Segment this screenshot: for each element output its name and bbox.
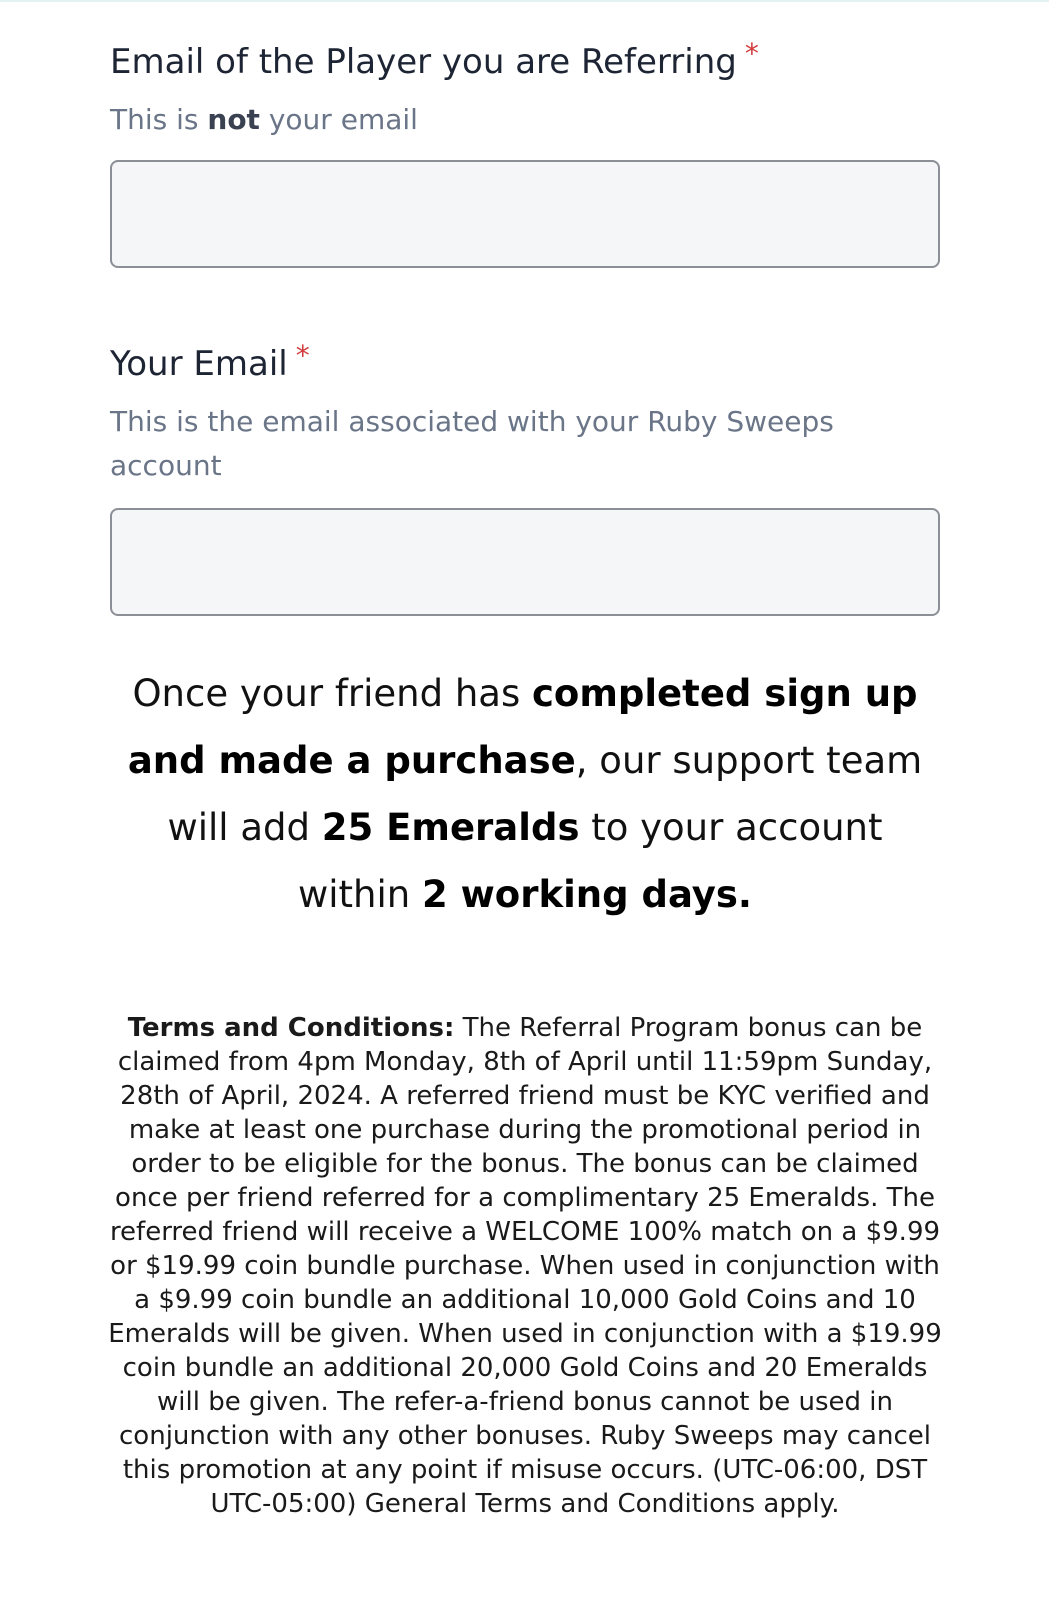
required-asterisk: *	[744, 37, 759, 70]
referred-email-group	[110, 30, 940, 268]
your-email-label	[110, 332, 940, 388]
reward-bold-3: 2 working days.	[422, 873, 752, 916]
referred-email-label	[110, 30, 940, 86]
reward-bold-1: completed sign up and made a purchase	[127, 672, 918, 782]
required-asterisk: *	[295, 339, 310, 372]
referred-email-hint	[110, 98, 940, 142]
reward-bold-2: 25 Emeralds	[321, 806, 580, 849]
terms-heading: Terms and Conditions:	[127, 1013, 455, 1043]
reward-message	[110, 660, 940, 928]
hint-text-pre: This is	[110, 103, 208, 136]
your-email-input[interactable]	[110, 508, 940, 616]
hint-text-emphasis: not	[207, 103, 260, 136]
reward-text-3: to your account within	[298, 806, 883, 916]
referred-email-label-text: Email of the Player you are Referring	[110, 42, 737, 82]
your-email-hint: This is the email associated with your Ruby Sweeps account	[110, 405, 834, 482]
reward-text-1: Once your friend has	[132, 672, 532, 715]
your-email-group	[110, 332, 940, 616]
terms-body: The Referral Program bonus can be claimed from 4pm Monday, 8th of April until 11:59pm Sunday, 28th of April, 2024. A referred friend must be KYC verified and make at least one purchase during the promotional period in order to be eligible for the bonus. The bonus can be claimed once per friend referred for a complimentary 25 Emeralds. The referred friend will receive a WELCOME 100% match on a $9.99 or $19.99 coin bundle purchase. When used in conjunction with a $9.99 coin bundle an additional 10,000 Gold Coins and 10 Emeralds will be given. When used in conjunction with a $19.99 coin bundle an additional 20,000 Gold Coins and 20 Emeralds will be given. The refer-a-friend bonus cannot be used in conjunction with any other bonuses. Ruby Sweeps may cancel this promotion at any point if misuse occurs. (UTC-06:00, DST UTC-05:00) General Terms and Conditions apply.	[108, 1013, 942, 1519]
your-email-label-text: Your Email	[110, 344, 288, 384]
reward-text-2: , our support team will add	[167, 739, 923, 849]
hint-text-post: your email	[259, 103, 418, 136]
referred-email-input[interactable]	[110, 160, 940, 268]
referral-form	[110, 30, 940, 616]
top-divider	[0, 0, 1049, 2]
terms-and-conditions	[108, 1011, 942, 1521]
